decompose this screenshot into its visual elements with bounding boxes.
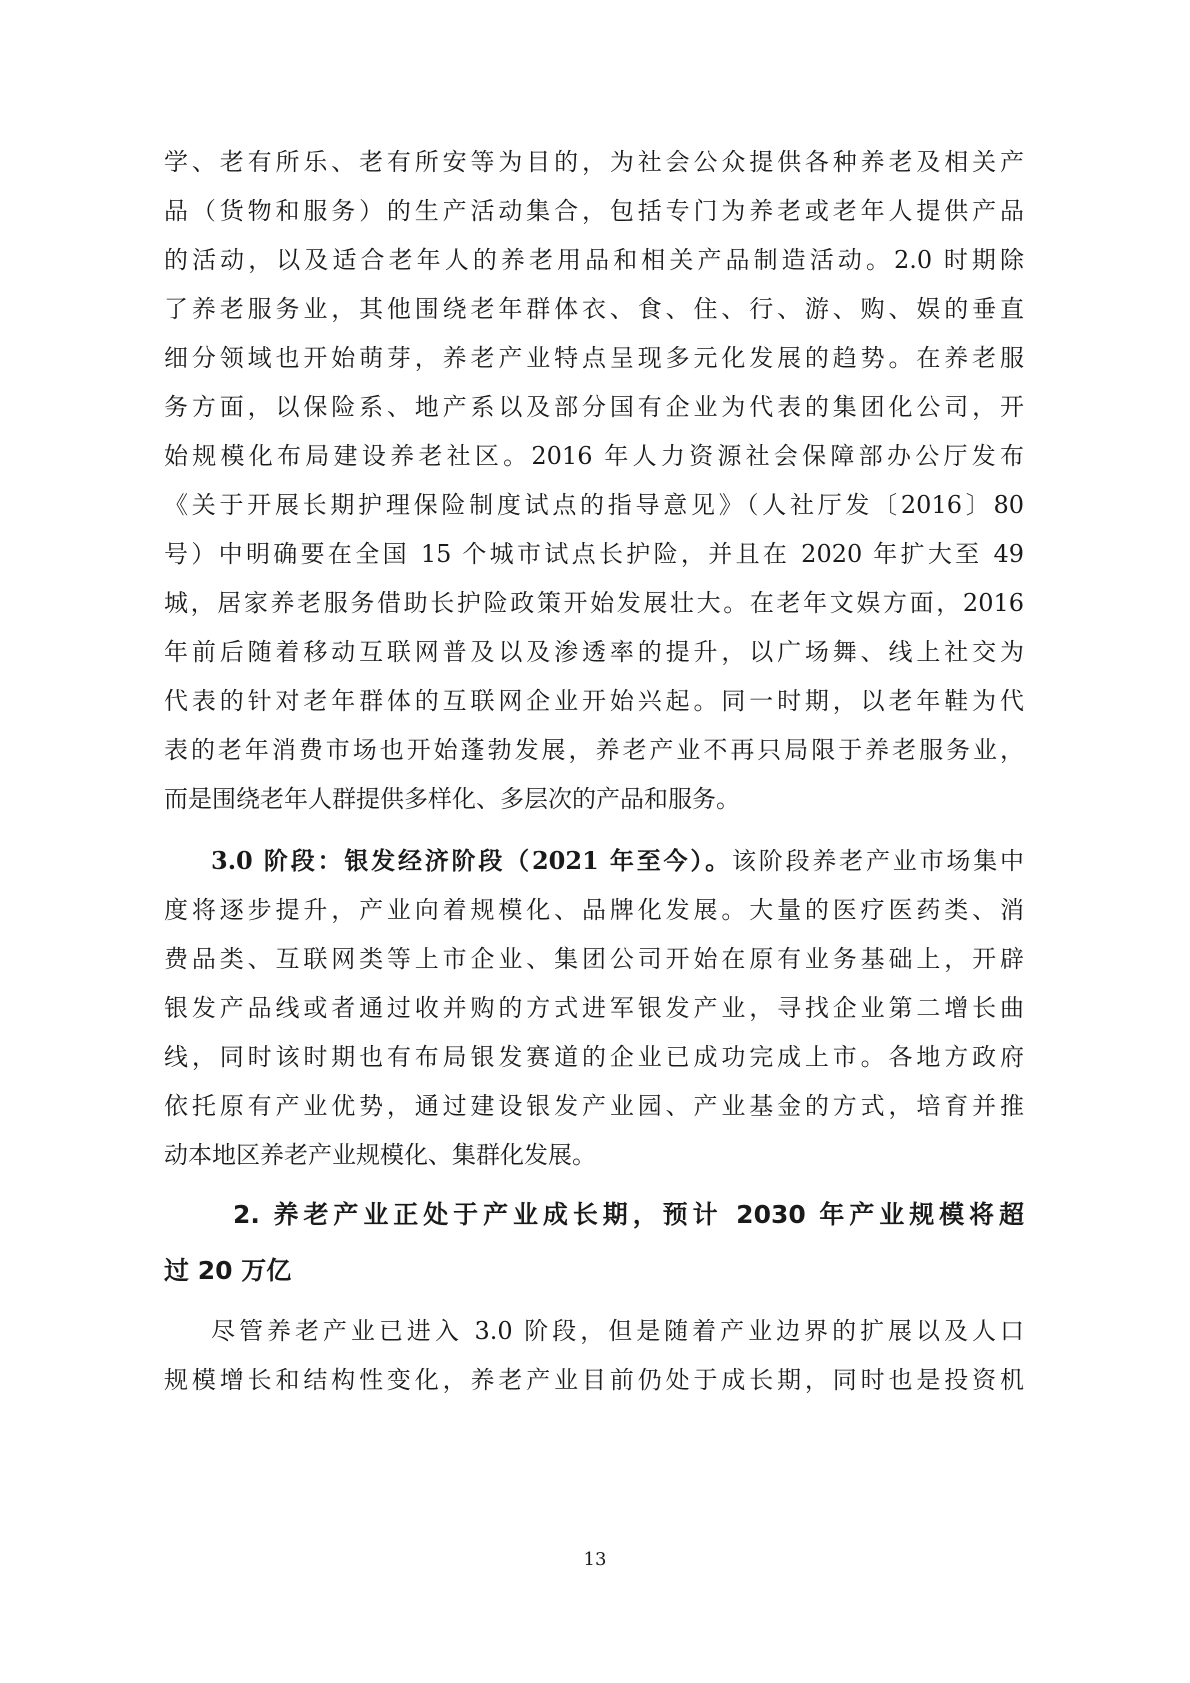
paragraph-first-line xyxy=(211,843,1024,879)
paragraph-line: 动本地区养老产业规模化、集群化发展。 xyxy=(164,1141,596,1169)
paragraph-line: 细分领域也开始萌芽，养老产业特点呈现多元化发展的趋势。在养老服 xyxy=(164,344,1024,372)
paragraph-first-line: 尽管养老产业已进入 3.0 阶段，但是随着产业边界的扩展以及人口 xyxy=(211,1317,1024,1345)
paragraph-line: 品（货物和服务）的生产活动集合，包括专门为养老或老年人提供产品 xyxy=(164,197,1024,225)
paragraph-line: 度将逐步提升，产业向着规模化、品牌化发展。大量的医疗医药类、消 xyxy=(164,896,1024,924)
section-heading-continuation: 过 20 万亿 xyxy=(164,1256,292,1285)
paragraph-line: 而是围绕老年人群提供多样化、多层次的产品和服务。 xyxy=(164,785,740,813)
paragraph-line: 依托原有产业优势，通过建设银发产业园、产业基金的方式，培育并推 xyxy=(164,1092,1024,1120)
paragraph-line: 了养老服务业，其他围绕老年群体衣、食、住、行、游、购、娱的垂直 xyxy=(164,295,1024,323)
paragraph-line: 《关于开展长期护理保险制度试点的指导意见》（人社厅发〔2016〕80 xyxy=(164,491,1024,519)
paragraph-line: 号）中明确要在全国 15 个城市试点长护险，并且在 2020 年扩大至 49 xyxy=(164,540,1024,568)
paragraph-line: 银发产品线或者通过收并购的方式进军银发产业，寻找企业第二增长曲 xyxy=(164,994,1024,1022)
paragraph-line: 城，居家养老服务借助长护险政策开始发展壮大。在老年文娱方面，2016 xyxy=(164,589,1024,617)
paragraph-line: 学、老有所乐、老有所安等为目的，为社会公众提供各种养老及相关产 xyxy=(164,148,1024,176)
paragraph-line: 的活动，以及适合老年人的养老用品和相关产品制造活动。2.0 时期除 xyxy=(164,246,1024,274)
paragraph-line: 代表的针对老年群体的互联网企业开始兴起。同一时期，以老年鞋为代 xyxy=(164,687,1024,715)
paragraph-line: 线，同时该时期也有布局银发赛道的企业已成功完成上市。各地方政府 xyxy=(164,1043,1024,1071)
paragraph-line: 表的老年消费市场也开始蓬勃发展，养老产业不再只局限于养老服务业， xyxy=(164,736,1024,764)
section-heading: 2. 养老产业正处于产业成长期，预计 2030 年产业规模将超 xyxy=(233,1200,1024,1229)
paragraph-line: 务方面，以保险系、地产系以及部分国有企业为代表的集团化公司，开 xyxy=(164,393,1024,421)
paragraph-line: 费品类、互联网类等上市企业、集团公司开始在原有业务基础上，开辟 xyxy=(164,945,1024,973)
paragraph-line: 始规模化布局建设养老社区。2016 年人力资源社会保障部办公厅发布 xyxy=(164,442,1024,470)
paragraph-line: 年前后随着移动互联网普及以及渗透率的提升，以广场舞、线上社交为 xyxy=(164,638,1024,666)
stage-lead-bold: 3.0 阶段：银发经济阶段（2021 年至今）。 xyxy=(211,846,732,875)
stage-lead-rest: 该阶段养老产业市场集中 xyxy=(731,847,1024,875)
page-number: 13 xyxy=(583,1549,607,1570)
paragraph-line: 规模增长和结构性变化，养老产业目前仍处于成长期，同时也是投资机 xyxy=(164,1366,1024,1394)
